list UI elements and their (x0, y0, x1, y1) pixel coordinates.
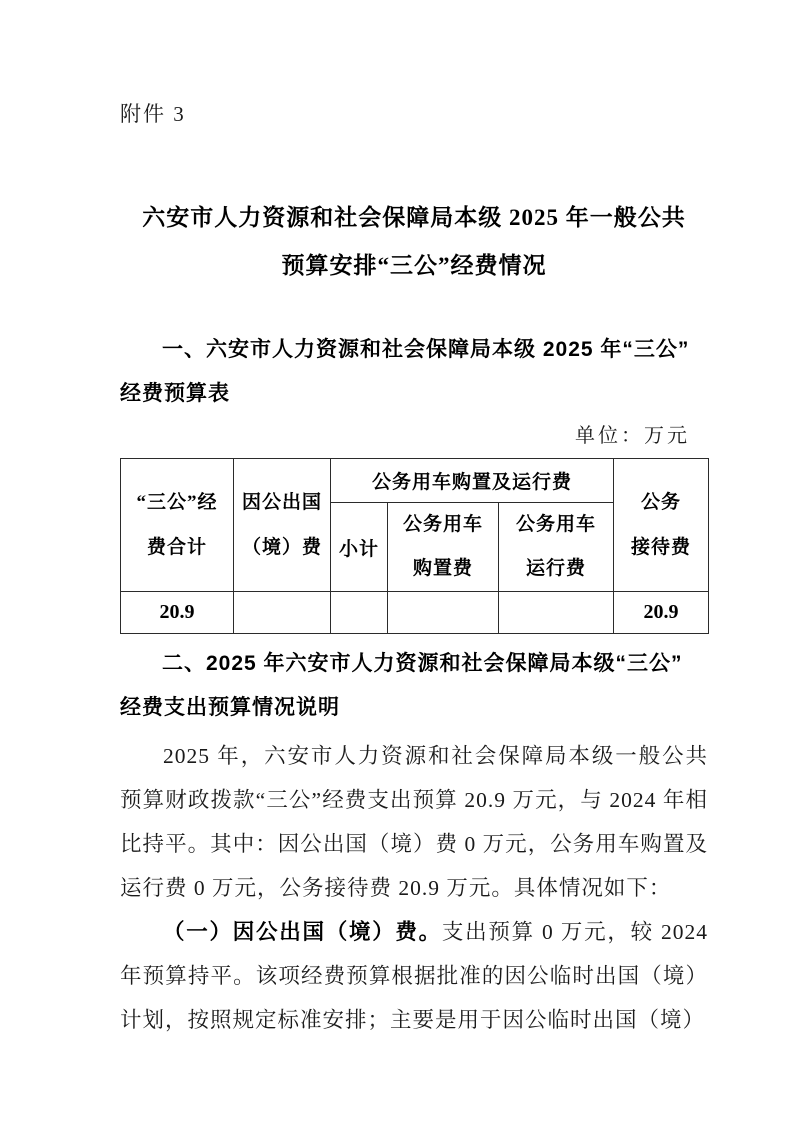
header-official-reception-line-2: 接待费 (631, 537, 692, 558)
cell-reception-value: 20.9 (614, 592, 709, 634)
cell-vehicle-operation-value (499, 592, 614, 634)
section-two-heading-line-1: 二、2025 年六安市人力资源和社会保障局本级“三公” (162, 652, 683, 675)
document-title-line-2: 预算安排“三公”经费情况 (281, 253, 547, 278)
section-two-heading (120, 642, 708, 730)
header-vehicle-purchase (388, 503, 499, 592)
document-title-line-1: 六安市人力资源和社会保障局本级 2025 年一般公共 (142, 205, 686, 230)
header-overseas-trips (234, 459, 331, 592)
three-public-budget-table (120, 458, 709, 634)
header-official-reception-line-1: 公务 (641, 492, 682, 513)
summary-paragraph: 2025 年，六安市人力资源和社会保障局本级一般公共预算财政拨款“三公”经费支出预算 20.9 万元，与 2024 年相比持平。其中：因公出国（境）费 0 万元，公务用车购置及运行费 0 万元，公务接待费 20.9 万元。具体情况如下： (120, 744, 708, 900)
cell-vehicle-purchase-value (388, 592, 499, 634)
header-vehicle-operation (499, 503, 614, 592)
cell-total-value: 20.9 (121, 592, 234, 634)
header-vehicle-operation-line-1: 公务用车 (516, 514, 597, 535)
overseas-fee-paragraph (120, 910, 708, 1042)
header-vehicle-subtotal: 小计 (331, 503, 388, 592)
document-title (120, 194, 708, 290)
section-one-heading-line-2: 经费预算表 (120, 382, 230, 405)
header-vehicle-group: 公务用车购置及运行费 (331, 459, 614, 503)
header-vehicle-operation-line-2: 运行费 (526, 558, 587, 579)
overseas-fee-paragraph-lead: （一）因公出国（境）费。 (163, 920, 442, 944)
attachment-label: 附件 3 (120, 102, 186, 126)
overseas-fee-paragraph-text: 支出预算 0 万元，较 2024 年预算持平。该项经费预算根据批准的因公临时出国（境）计划，按照规定标准安排；主要是用于因公临时出国（境） (120, 920, 708, 1032)
header-vehicle-purchase-line-1: 公务用车 (402, 514, 483, 535)
section-one-heading (120, 328, 708, 416)
section-two-heading-line-2: 经费支出预算情况说明 (120, 696, 340, 719)
header-official-reception (614, 459, 709, 592)
unit-note: 单位：万元 (575, 425, 690, 447)
header-overseas-trips-line-2: （境）费 (241, 537, 322, 558)
cell-vehicle-subtotal-value (331, 592, 388, 634)
document-content (120, 100, 708, 1042)
section-one-heading-line-1: 一、六安市人力资源和社会保障局本级 2025 年“三公” (162, 338, 690, 361)
header-overseas-trips-line-1: 因公出国 (241, 492, 322, 513)
table-data-row (121, 592, 709, 634)
header-vehicle-purchase-line-2: 购置费 (412, 558, 473, 579)
header-three-public-total-line-2: 费合计 (146, 537, 207, 558)
cell-overseas-value (234, 592, 331, 634)
header-three-public-total (121, 459, 234, 592)
header-three-public-total-line-1: “三公”经 (136, 492, 218, 513)
